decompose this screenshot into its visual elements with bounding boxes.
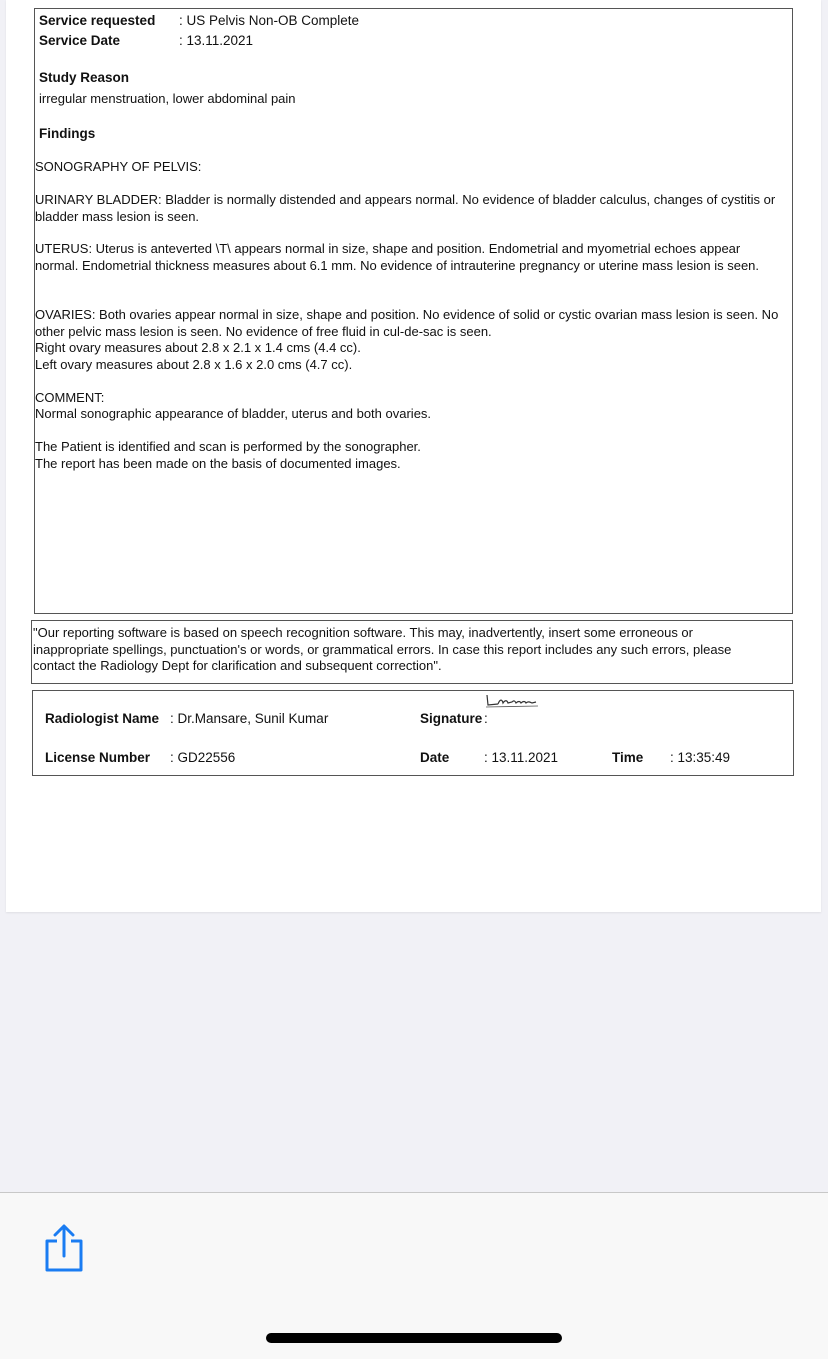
service-requested-label: Service requested [39,13,156,28]
service-date-label: Service Date [39,33,121,48]
radiologist-name-value: : Dr.Mansare, Sunil Kumar [170,711,329,726]
findings-label: Findings [39,126,96,141]
share-button[interactable] [44,1224,84,1274]
disclaimer-line-1: "Our reporting software is based on speech recognition software. This may, inadvertently, insert some erroneous or [33,625,693,640]
patient-identified-note: The Patient is identified and scan is performed by the sonographer. [35,439,421,454]
study-reason-label: Study Reason [39,70,130,85]
date-value: : 13.11.2021 [484,750,559,765]
license-number-value: : GD22556 [170,750,236,765]
left-ovary-measurement: Left ovary measures about 2.8 x 1.6 x 2.0 cms (4.7 cc). [35,357,353,372]
comment-label: COMMENT: [35,390,105,405]
license-number-label: License Number [45,750,151,765]
share-icon [44,1224,84,1274]
time-value: : 13:35:49 [670,750,731,765]
report-basis-note: The report has been made on the basis of documented images. [35,456,401,471]
report-body [34,8,793,614]
bottom-toolbar [0,1192,828,1359]
right-ovary-measurement: Right ovary measures about 2.8 x 2.1 x 1.4 cms (4.4 cc). [35,340,361,355]
signature-image [484,690,540,710]
sonography-heading: SONOGRAPHY OF PELVIS: [35,159,202,174]
date-label: Date [420,750,450,765]
disclaimer-line-3: contact the Radiology Dept for clarification and subsequent correction". [33,658,442,673]
signoff-box [32,690,794,776]
signature-colon: : [484,711,488,726]
ovaries-finding: OVARIES: Both ovaries appear normal in size, shape and position. No evidence of solid or cystic ovarian mass lesion is seen. No other pelvic mass lesion is seen. No evidence of free fluid in cul-de-sac is seen. [35,307,779,339]
service-requested-value: : US Pelvis Non-OB Complete [179,13,360,28]
disclaimer-box [31,620,793,684]
disclaimer-line-2: inappropriate spellings, punctuation's or words, or grammatical errors. In case this report includes any such errors, please [33,641,732,657]
uterus-finding: UTERUS: Uterus is anteverted \T\ appears normal in size, shape and position. Endometrial and myometrial echoes appear normal. Endometrial thickness measures about 6.1 mm. No evidence of intrauterine pregnancy or uterine mass lesion is seen. [35,241,760,273]
urinary-bladder-finding: URINARY BLADDER: Bladder is normally distended and appears normal. No evidence of bladder calculus, changes of cystitis or bladder mass lesion is seen. [35,192,776,224]
home-indicator[interactable] [266,1333,562,1343]
comment-text: Normal sonographic appearance of bladder, uterus and both ovaries. [35,406,432,421]
study-reason-value: irregular menstruation, lower abdominal pain [39,91,296,106]
signature-label: Signature [420,711,483,726]
time-label: Time [612,750,644,765]
service-date-value: : 13.11.2021 [179,33,254,48]
radiologist-name-label: Radiologist Name [45,711,160,726]
